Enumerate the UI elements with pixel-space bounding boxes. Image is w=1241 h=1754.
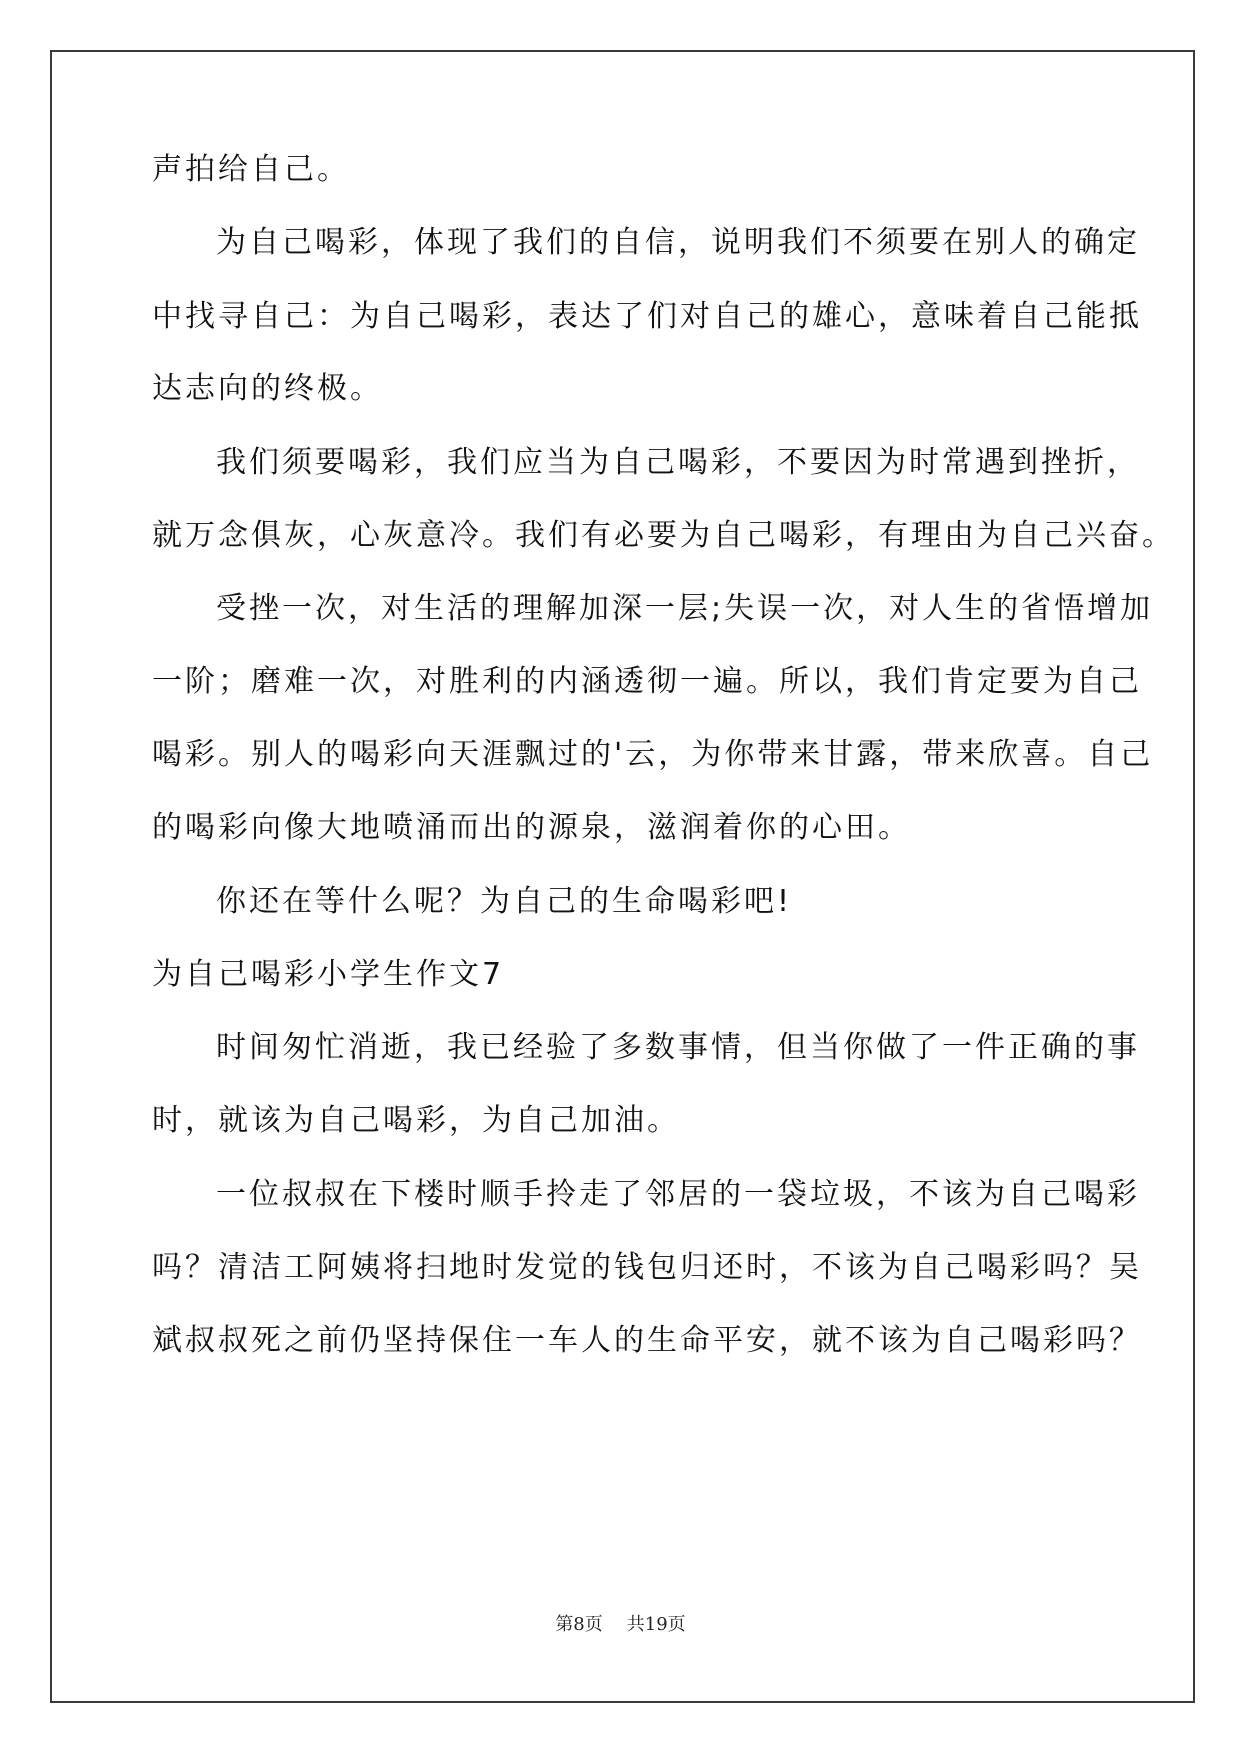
page-footer bbox=[0, 1610, 1241, 1636]
page-number: 第8页 bbox=[555, 1614, 603, 1635]
page-total: 共19页 bbox=[626, 1614, 686, 1635]
text-line: 斌叔叔死之前仍坚持保住一车人的生命平安，就不该为自己喝彩吗？ bbox=[152, 1323, 1142, 1358]
paragraph-start: 为自己喝彩，体现了我们的自信，说明我们不须要在别人的确定 bbox=[216, 225, 1140, 260]
text-line: 的喝彩向像大地喷涌而出的源泉，滋润着你的心田。 bbox=[152, 810, 911, 845]
text-line: 喝彩。别人的喝彩向天涯飘过的'云，为你带来甘露，带来欣喜。自己 bbox=[152, 737, 1154, 772]
text-line: 声拍给自己。 bbox=[152, 152, 350, 187]
paragraph-start: 受挫一次，对生活的理解加深一层;失误一次，对人生的省悟增加 bbox=[216, 591, 1154, 626]
paragraph-start: 你还在等什么呢？为自己的生命喝彩吧! bbox=[216, 884, 793, 919]
text-line: 吗？清洁工阿姨将扫地时发觉的钱包归还时，不该为自己喝彩吗？吴 bbox=[152, 1250, 1142, 1285]
text-line: 中找寻自己：为自己喝彩，表达了们对自己的雄心，意味着自己能抵 bbox=[152, 299, 1142, 334]
text-line: 一阶；磨难一次，对胜利的内涵透彻一遍。所以，我们肯定要为自己 bbox=[152, 664, 1142, 699]
paragraph-start: 我们须要喝彩，我们应当为自己喝彩，不要因为时常遇到挫折， bbox=[216, 445, 1140, 480]
text-line: 时，就该为自己喝彩，为自己加油。 bbox=[152, 1103, 680, 1138]
paragraph-start: 时间匆忙消逝，我已经验了多数事情，但当你做了一件正确的事 bbox=[216, 1030, 1140, 1065]
paragraph-start: 一位叔叔在下楼时顺手拎走了邻居的一袋垃圾，不该为自己喝彩 bbox=[216, 1177, 1140, 1212]
text-line: 达志向的终极。 bbox=[152, 371, 383, 406]
section-heading: 为自己喝彩小学生作文7 bbox=[152, 957, 505, 992]
text-line: 就万念俱灰，心灰意冷。我们有必要为自己喝彩，有理由为自己兴奋。 bbox=[152, 518, 1175, 553]
